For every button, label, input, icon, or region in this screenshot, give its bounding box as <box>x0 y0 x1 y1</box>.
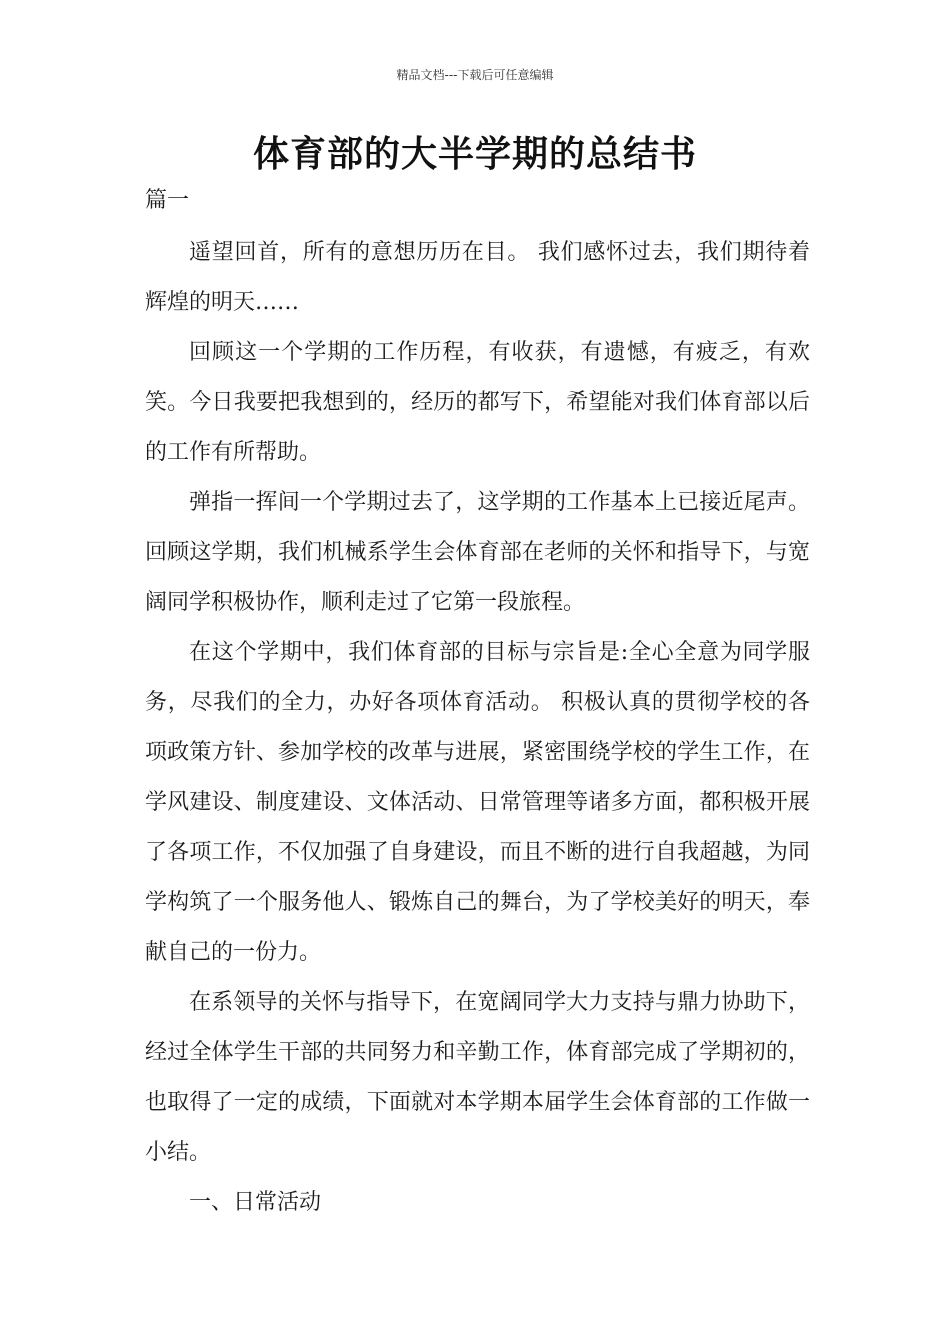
document-title: 体育部的大半学期的总结书 <box>252 134 697 175</box>
paragraph: 遥望回首，所有的意想历历在目。 我们感怀过去，我们期待着辉煌的明天…… <box>145 240 810 315</box>
section-label: 篇一 <box>145 188 190 213</box>
document-body <box>145 228 810 1228</box>
subsection-heading: 一、日常活动 <box>189 1190 322 1215</box>
paragraph: 弹指一挥间一个学期过去了，这学期的工作基本上已接近尾声。回顾这学期，我们机械系学生会体育部在老师的关怀和指导下，与宽阔同学积极协作，顺利走过了它第一段旅程。 <box>145 490 810 615</box>
paragraph: 回顾这一个学期的工作历程，有收获，有遗憾，有疲乏，有欢笑。今日我要把我想到的，经历的都写下，希望能对我们体育部以后的工作有所帮助。 <box>145 340 810 465</box>
header-note: 精品文档---下载后可任意编辑 <box>396 68 554 82</box>
paragraph: 在系领导的关怀与指导下，在宽阔同学大力支持与鼎力协助下，经过全体学生干部的共同努力和辛勤工作，体育部完成了学期初的，也取得了一定的成绩，下面就对本学期本届学生会体育部的工作做一小结。 <box>145 990 810 1165</box>
paragraph: 在这个学期中，我们体育部的目标与宗旨是:全心全意为同学服务，尽我们的全力，办好各项体育活动。 积极认真的贯彻学校的各项政策方针、参加学校的改革与进展，紧密围绕学校的学生工作，在学风建设、制度建设、文体活动、日常管理等诸多方面，都积极开展了各项工作，不仅加强了自身建设，而且不断的进行自我超越，为同学构筑了一个服务他人、锻炼自己的舞台，为了学校美好的明天，奉献自己的一份力。 <box>145 640 810 965</box>
